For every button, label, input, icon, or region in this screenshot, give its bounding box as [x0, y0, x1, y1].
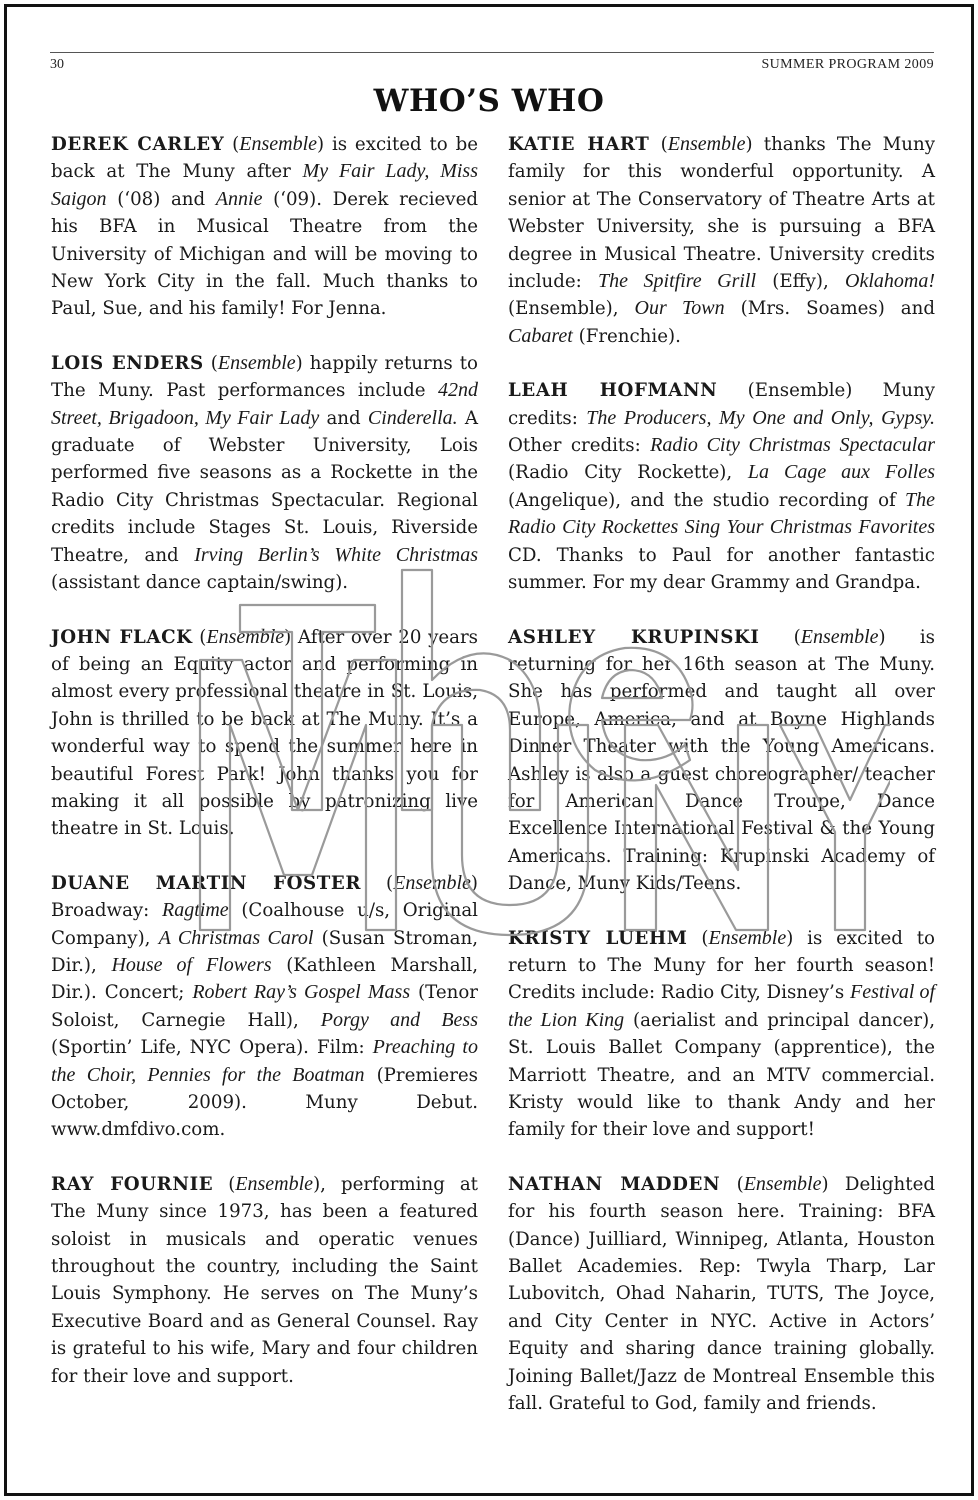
bio-text: A graduate of Webster University, Lois performed five seasons as a Rockette in the Radio City Christmas Spectacular. Regional credits include Stages St. Louis, Riverside Theatre, and	[51, 407, 479, 566]
bio-paragraph	[508, 925, 935, 1144]
credit-title: Ensemble	[743, 1172, 822, 1195]
credit-title: Robert Ray’s Gospel Mass	[192, 981, 411, 1004]
bio-paragraph	[508, 131, 935, 350]
credit-title: The Producers, My One and Only, Gypsy.	[586, 406, 935, 429]
credit-title: Oklahoma!	[845, 270, 935, 293]
bio-paragraph	[51, 870, 478, 1144]
bio-text: ) Delighted for his fourth season here. Training: BFA (Dance) Juilliard, Winnipeg, Atlanta, Houston Ballet Academies. Rep: Twyla Tharp, Lar Lubovitch, Ohad Naharin, TUTS, The Joyce, and City Center in NYC. Active in Actors’ Equity and sharing dance training globally. Joining Ballet/Jazz de Montreal Ensemble this fall. Grateful to God, family and friends.	[508, 1173, 935, 1415]
bio-text: (Mrs. Soames) and	[724, 298, 936, 320]
right-column	[508, 131, 935, 1417]
bio-text: (Coalhouse u/s, Original Company),	[51, 900, 479, 949]
credit-title: Irving Berlin’s White Christmas	[194, 543, 478, 566]
bio-text: (‘08) and	[106, 188, 216, 210]
header-rule	[50, 52, 934, 53]
bio-text: (Kathleen Marshall, Dir.). Concert;	[51, 954, 478, 1004]
credit-title: House of Flowers	[111, 953, 272, 976]
credit-title: Festival of the Lion King	[508, 981, 935, 1031]
performer-name: NATHAN MADDEN	[508, 1173, 721, 1195]
bio-text: (assistant dance captain/swing).	[51, 572, 349, 594]
bio-text: and	[319, 407, 368, 429]
bio-paragraph	[508, 1171, 935, 1418]
credit-title: Ensemble	[708, 926, 787, 949]
bio-paragraph	[51, 350, 478, 597]
credit-title: A Christmas Carol	[158, 926, 314, 949]
bio-text: Other credits:	[508, 435, 651, 457]
bio-text: (aerialist and principal dancer), St. Louis Ballet Company (apprentice), the Marriott Theatre, and an MTV commercial. Kristy would like to thank Andy and her family for their love and support!	[508, 1009, 935, 1141]
bio-text: (	[687, 927, 709, 949]
credit-title: La Cage aux Folles	[747, 461, 935, 484]
bio-text: (	[192, 626, 207, 648]
performer-name: JOHN FLACK	[51, 626, 193, 648]
credit-title: Ensemble	[393, 871, 471, 894]
bio-text: ) Broadway:	[51, 872, 478, 922]
credit-title: Cabaret	[508, 324, 573, 347]
bio-text: ) is excited to be back at The Muny after	[51, 134, 478, 183]
bio-text: (Susan Stroman, Dir.),	[51, 927, 479, 976]
performer-name: LEAH HOFMANN	[508, 380, 718, 402]
bio-text: ) After over 20 years of being an Equity actor and performing in almost every professional theatre in St. Louis, John is thrilled to be back at The Muny. It’s a wonderful way to spend the summer here in beautiful Forest Park! John thanks you for making it all possible by patronizing live theatre in St. Louis.	[51, 626, 478, 840]
bio-text: (Effy),	[756, 271, 846, 293]
credit-title: Ensemble	[217, 351, 296, 374]
performer-name: ASHLEY KRUPINSKI	[508, 626, 760, 648]
page-title: WHO’S WHO	[373, 83, 605, 119]
bio-text: (	[224, 134, 240, 155]
bio-text: CD. Thanks to Paul for another fantastic summer. For my dear Grammy and Grandpa.	[508, 544, 935, 594]
bio-paragraph	[508, 624, 935, 898]
bio-text: (	[361, 872, 394, 894]
bio-text: (Ensemble),	[508, 298, 635, 320]
credit-title: Annie	[215, 187, 263, 210]
performer-name: KRISTY LUEHM	[508, 927, 688, 949]
performer-name: DUANE MARTIN FOSTER	[51, 872, 362, 894]
credit-title: The Spitfire Grill	[598, 270, 757, 293]
bio-text: (‘09). Derek recieved his BFA in Musical Theatre from the University of Michigan and will be moving to New York City in the fall. Much thanks to Paul, Sue, and his family! For Jenna.	[51, 188, 478, 320]
performer-name: LOIS ENDERS	[51, 352, 204, 374]
page-number: 30	[50, 57, 64, 72]
credit-title: Ensemble	[667, 133, 746, 155]
credit-title: Ensemble	[206, 625, 285, 648]
performer-name: DEREK CARLEY	[51, 134, 225, 155]
credit-title: Radio City Christmas Spectacular	[650, 434, 935, 457]
bio-paragraph	[51, 1171, 478, 1390]
performer-name: RAY FOURNIE	[51, 1173, 214, 1195]
bio-paragraph	[508, 377, 935, 596]
credit-title: Cinderella.	[367, 406, 458, 429]
bio-text: (	[213, 1173, 236, 1195]
bio-text: (Sportin’ Life, NYC Opera). Film:	[51, 1037, 373, 1059]
bio-paragraph	[51, 624, 478, 843]
credit-title: Ensemble	[235, 1172, 314, 1195]
credit-title: The Radio City Rockettes Sing Your Christmas Favorites	[508, 488, 935, 539]
credit-title: Preaching to the Choir, Pennies for the Boatman	[51, 1036, 478, 1086]
credit-title: Ensemble	[239, 133, 318, 155]
credit-title: Porgy and Bess	[320, 1008, 478, 1031]
bio-text: ), performing at The Muny since 1973, has been a featured soloist in musicals and operatic venues throughout the country, including the Saint Louis Symphony. He serves on The Muny’s Executive Board and as General Counsel. Ray is grateful to his wife, Mary and four children for their love and support.	[51, 1173, 478, 1387]
bio-text: (Ensemble) Muny credits:	[508, 380, 935, 429]
bio-text: ) is returning for her 16th season at The Muny. She has performed and taught all over Europe, America, and at Boyne Highlands Dinner Theater with the Young Americans. Ashley is also a guest choreographer/ teacher for American Dance Troupe, Dance Excellence International Festival & the Young Americans. Training: Krupinski Academy of Dance, Muny Kids/Teens.	[508, 626, 935, 895]
bio-text: (	[759, 626, 801, 648]
bio-text: ) is excited to return to The Muny for her fourth season! Credits include: Radio City, Disney’s	[508, 927, 935, 1004]
program-title: SUMMER PROGRAM 2009	[761, 57, 934, 72]
bio-text: (Radio City Rockette),	[508, 462, 748, 484]
bio-text: (	[720, 1173, 744, 1195]
bio-text: (	[649, 134, 668, 155]
credit-title: Ensemble	[800, 625, 879, 648]
bio-text: (Angelique), and the studio recording of	[508, 489, 905, 511]
bio-text: (Frenchie).	[572, 325, 681, 347]
bio-text: ) thanks The Muny family for this wonderful opportunity. A senior at The Conservatory of Theatre Arts at Webster University, she is pursuing a BFA degree in Musical Theatre. University credits include:	[508, 134, 935, 293]
credit-title: Ragtime	[162, 899, 229, 922]
bio-text: (Tenor Soloist, Carnegie Hall),	[51, 982, 478, 1031]
bio-paragraph	[51, 131, 478, 323]
bio-text: ) happily returns to The Muny. Past performances include	[51, 352, 478, 402]
bio-text: (	[203, 352, 218, 374]
performer-name: KATIE HART	[508, 134, 650, 155]
credit-title: Our Town	[634, 297, 725, 320]
credit-title: 42nd Street, Brigadoon, My Fair Lady	[51, 379, 478, 429]
credit-title: My Fair Lady, Miss Saigon	[51, 160, 478, 210]
bio-text: (Premieres October, 2009). Muny Debut. www.dmfdivo.com.	[51, 1064, 478, 1141]
left-column	[51, 131, 478, 1390]
